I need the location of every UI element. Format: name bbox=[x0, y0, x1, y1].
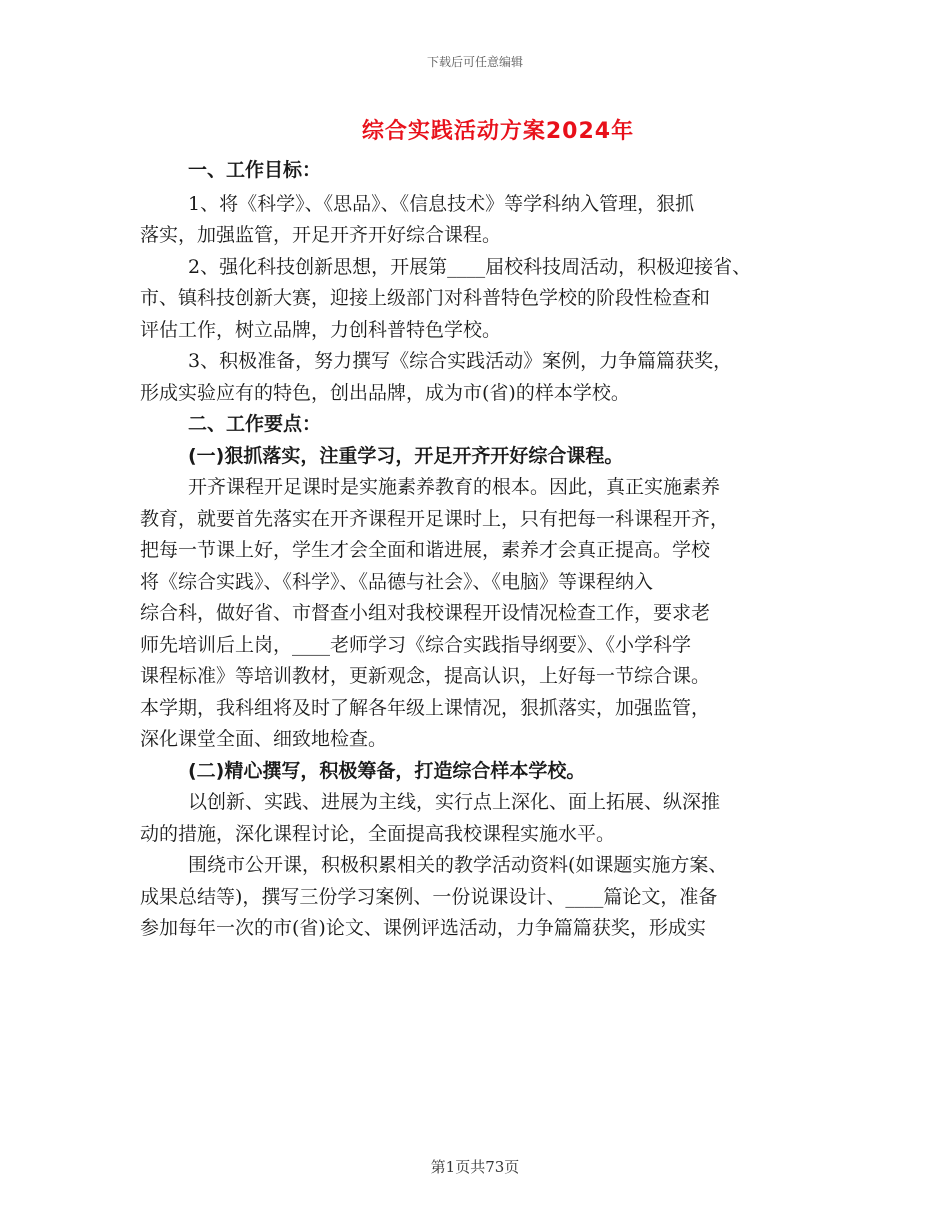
text-line: 动的措施，深化课程讨论，全面提高我校课程实施水平。 bbox=[140, 822, 616, 845]
text-line: 市、镇科技创新大赛，迎接上级部门对科普特色学校的阶段性检查和 bbox=[140, 287, 711, 309]
text-line: 评估工作，树立品牌，力创科普特色学校。 bbox=[140, 318, 502, 341]
text-line: 形成实验应有的特色，创出品牌，成为市(省)的样本学校。 bbox=[140, 381, 630, 404]
page-number: 第1页共73页 bbox=[430, 1158, 520, 1176]
subsection2-heading: (二)精心撰写，积极筹备，打造综合样本学校。 bbox=[188, 759, 586, 782]
text-line: 将《综合实践》、《科学》、《品德与社会》、《电脑》等课程纳入 bbox=[140, 570, 654, 593]
text-line: 成果总结等)，撰写三份学习案例、一份说课设计、____篇论文，准备 bbox=[140, 885, 718, 908]
text-line: 综合科，做好省、市督查小组对我校课程开设情况检查工作，要求老 bbox=[140, 602, 711, 624]
text-line: 本学期，我科组将及时了解各年级上课情况，狠抓落实，加强监管， bbox=[140, 696, 711, 719]
text-line: 1、将《科学》、《思品》、《信息技术》等学科纳入管理，狠抓 bbox=[188, 192, 695, 215]
goal-item-2 bbox=[140, 252, 830, 347]
text-line: 以创新、实践、进展为主线，实行点上深化、面上拓展、纵深推 bbox=[188, 791, 721, 813]
subsection1-paragraph bbox=[140, 472, 830, 756]
goal-item-1 bbox=[140, 189, 830, 252]
section2-heading: 二、工作要点： bbox=[188, 413, 322, 435]
header-note: 下载后可任意编辑 bbox=[426, 55, 523, 69]
text-line: 课程标准》等培训教材，更新观念，提高认识，上好每一节综合课。 bbox=[140, 665, 711, 687]
text-line: 2、强化科技创新思想，开展第____届校科技周活动，积极迎接省、 bbox=[188, 255, 752, 278]
subsection2-paragraph-2 bbox=[140, 850, 830, 945]
subsection1-heading: (一)狠抓落实，注重学习，开足开齐开好综合课程。 bbox=[188, 444, 624, 467]
document-title: 综合实践活动方案2024年 bbox=[361, 119, 635, 144]
subsection2-paragraph-1 bbox=[140, 787, 830, 850]
section1-heading: 一、工作目标： bbox=[188, 159, 322, 181]
text-line: 教育，就要首先落实在开齐课程开足课时上，只有把每一科课程开齐， bbox=[140, 507, 730, 530]
text-line: 落实，加强监管，开足开齐开好综合课程。 bbox=[140, 224, 502, 246]
text-line: 3、积极准备，努力撰写《综合实践活动》案例，力争篇篇获奖， bbox=[188, 350, 733, 372]
text-line: 参加每年一次的市(省)论文、课例评选活动，力争篇篇获奖，形成实 bbox=[140, 917, 706, 939]
text-line: 把每一节课上好，学生才会全面和谐进展，素养才会真正提高。学校 bbox=[140, 539, 711, 561]
text-line: 开齐课程开足课时是实施素养教育的根本。因此，真正实施素养 bbox=[188, 476, 721, 498]
text-line: 围绕市公开课，积极积累相关的教学活动资料(如课题实施方案、 bbox=[188, 854, 728, 876]
goal-item-3 bbox=[140, 346, 830, 409]
document-body bbox=[140, 155, 830, 945]
text-line: 深化课堂全面、细致地检查。 bbox=[140, 728, 388, 750]
text-line: 师先培训后上岗，____老师学习《综合实践指导纲要》、《小学科学 bbox=[140, 633, 692, 656]
